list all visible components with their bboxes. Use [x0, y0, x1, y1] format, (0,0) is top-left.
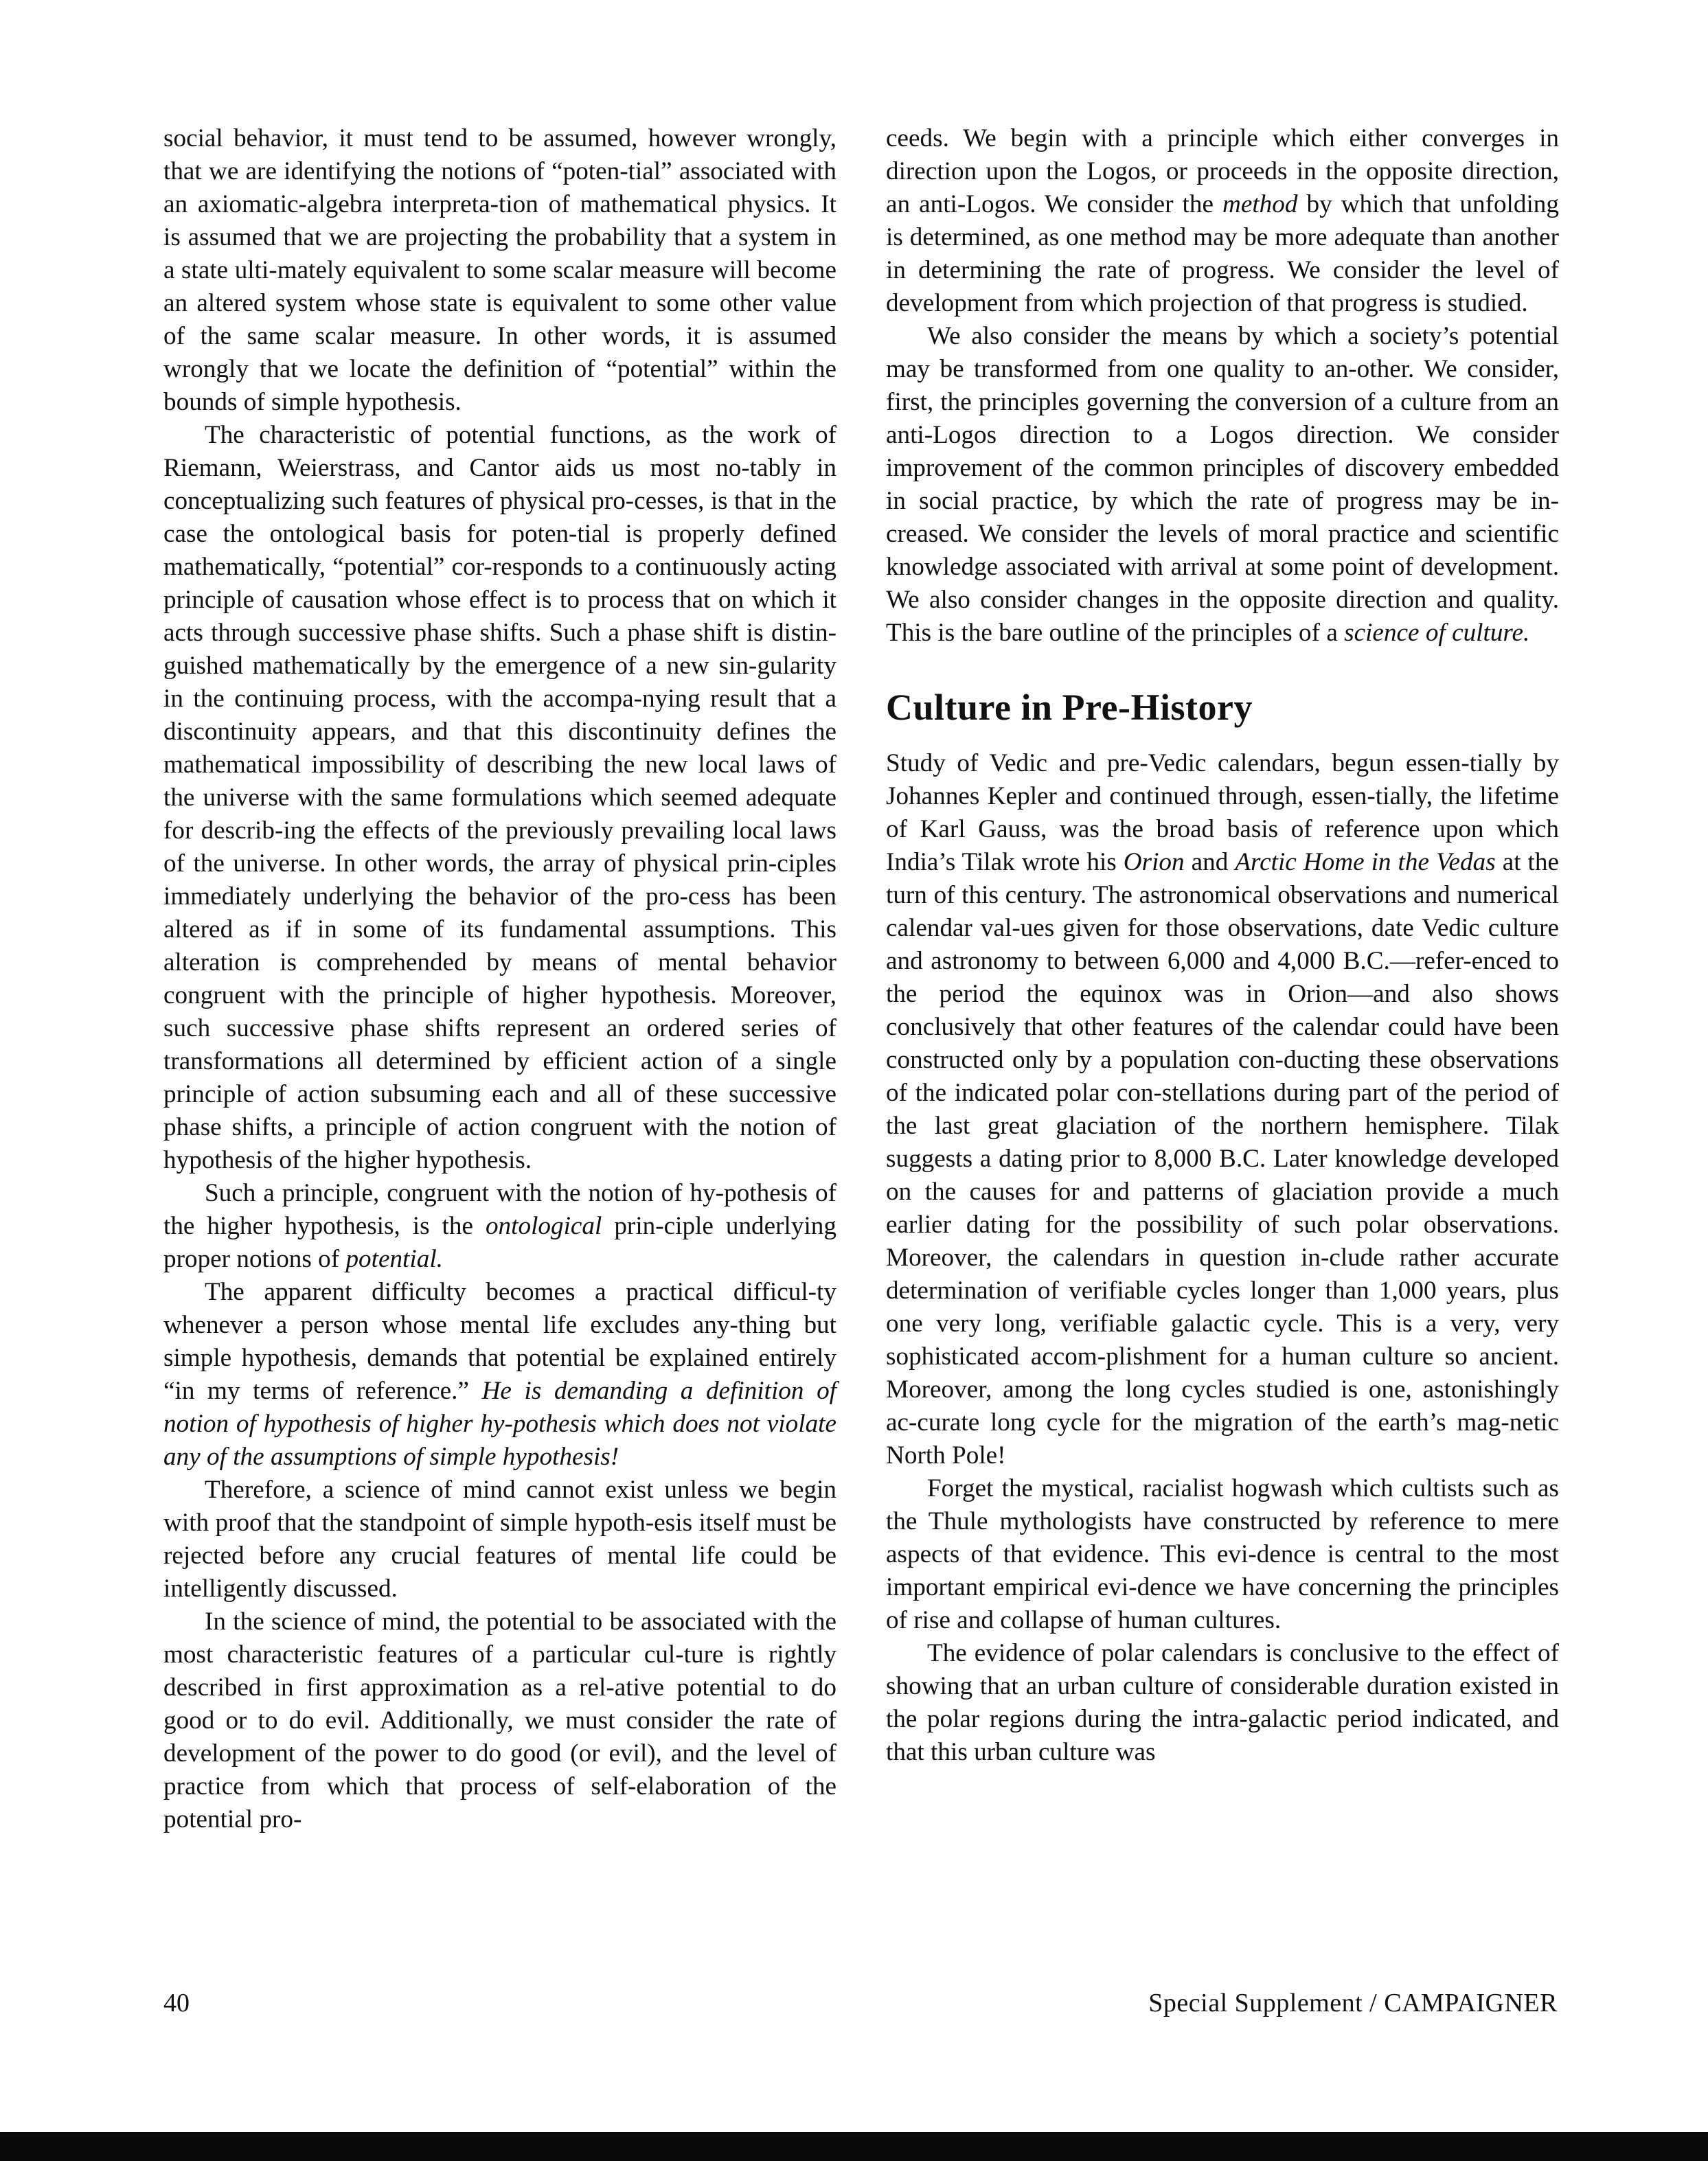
body-paragraph: Forget the mystical, racialist hogwash which cultists such as the Thule mythologists have constructed by reference to mere aspects of that evidence. This evi-dence is central to the most important empirical evi-dence we have concerning the principles of rise and collapse of human cultures.	[886, 1474, 1559, 1634]
emphasis: potential.	[345, 1245, 443, 1273]
body-paragraph: ceeds. We begin with a principle which either converges in direction upon the Logos, or proceeds in the opposite direction, an anti-Logos. We consider the method by which that unfolding is determined, as one method may be more adequate than another in determining the rate of progress. We consider the level of development from which projection of that progress is studied.	[886, 124, 1559, 317]
body-paragraph: The evidence of polar calendars is conclusive to the effect of showing that an urban culture of considerable duration existed in the polar regions during the intra-galactic period indicated, and that this urban culture was	[886, 1639, 1559, 1766]
left-column	[163, 122, 836, 1836]
body-paragraph: Study of Vedic and pre-Vedic calendars, begun essen-tially by Johannes Kepler and continued through, essen-tially, the lifetime of Karl Gauss, was the broad basis of reference upon which India’s Tilak wrote his Orion and Arctic Home in the Vedas at the turn of this century. The astronomical observations and numerical calendar val-ues given for those observations, date Vedic culture and astronomy to between 6,000 and 4,000 B.C.—refer-enced to the period the equinox was in Orion—and also shows conclusively that other features of the calendar could have been constructed only by a population con-ducting these observations of the indicated polar con-stellations during part of the period of the last great glaciation of the northern hemisphere. Tilak suggests a dating prior to 8,000 B.C. Later knowledge developed on the causes for and patterns of glaciation provide a much earlier dating for the possibility of such polar observations. Moreover, the calendars in question in-clude rather accurate determination of verifiable cycles longer than 1,000 years, plus one very long, verifiable galactic cycle. This is a very, very sophisticated accom-plishment for a human culture so ancient. Moreover, among the long cycles studied is one, astonishingly ac-curate long cycle for the migration of the earth’s mag-netic North Pole!	[886, 749, 1559, 1470]
publication-name: Special Supplement / CAMPAIGNER	[1148, 1989, 1558, 2017]
body-paragraph: Therefore, a science of mind cannot exist unless we begin with proof that the standpoint of simple hypoth-esis itself must be rejected before any crucial features of mental life could be intelligently discussed.	[163, 1476, 836, 1603]
section-heading: Culture in Pre-History	[886, 687, 1253, 728]
emphasis: ontological	[485, 1212, 602, 1240]
body-paragraph: Such a principle, congruent with the notion of hy-pothesis of the higher hypothesis, is the ontological prin-ciple underlying proper notions of potential.	[163, 1179, 836, 1273]
emphasis: science of culture.	[1344, 619, 1530, 647]
emphasis: Orion	[1123, 848, 1185, 876]
page-number: 40	[163, 1989, 190, 2017]
right-column	[886, 122, 1559, 1769]
body-paragraph: The characteristic of potential functions, as the work of Riemann, Weierstrass, and Cantor aids us most no-tably in conceptualizing such features of physical pro-cesses, is that in the case the ontological basis for poten-tial is properly defined mathematically, “potential” cor-responds to a continuously acting principle of causation whose effect is to process that on which it acts through successive phase shifts. Such a phase shift is distin-guished mathematically by the emergence of a new sin-gularity in the continuing process, with the accompa-nying result that a discontinuity appears, and that this discontinuity defines the mathematical impossibility of describing the new local laws of the universe with the same formulations which seemed adequate for describ-ing the effects of the previously prevailing local laws of the universe. In other words, the array of physical prin-ciples immediately underlying the behavior of the pro-cess has been altered as if in some of its fundamental assumptions. This alteration is comprehended by means of mental behavior congruent with the principle of higher hypothesis. Moreover, such successive phase shifts represent an ordered series of transformations all determined by efficient action of a single principle of action subsuming each and all of these successive phase shifts, a principle of action congruent with the notion of hypothesis of the higher hypothesis.	[163, 421, 836, 1174]
scan-edge-band	[0, 2132, 1708, 2161]
emphasis: He is demanding a definition of notion of hypothesis of higher hy-pothesis which does not violate any of the assumptions of simple hypothesis!	[163, 1377, 837, 1471]
emphasis: method	[1222, 190, 1298, 218]
body-paragraph: The apparent difficulty becomes a practical difficul-ty whenever a person whose mental life excludes any-thing but simple hypothesis, demands that potential be explained entirely “in my terms of reference.” He is demanding a definition of notion of hypothesis of higher hy-pothesis which does not violate any of the assumptions of simple hypothesis!	[163, 1278, 837, 1471]
emphasis: Arctic Home in the Vedas	[1235, 848, 1496, 876]
body-paragraph: social behavior, it must tend to be assumed, however wrongly, that we are identifying the notions of “poten-tial” associated with an axiomatic-algebra interpreta-tion of mathematical physics. It is assumed that we are projecting the probability that a system in a state ulti-mately equivalent to some scalar measure will become an altered system whose state is equivalent to some other value of the same scalar measure. In other words, it is assumed wrongly that we locate the definition of “potential” within the bounds of simple hypothesis.	[163, 124, 836, 416]
body-paragraph: We also consider the means by which a society’s potential may be transformed from one quality to an-other. We consider, first, the principles governing the conversion of a culture from an anti-Logos direction to a Logos direction. We consider improvement of the common principles of discovery embedded in social practice, by which the rate of progress may be in-creased. We consider the levels of moral practice and scientific knowledge associated with arrival at some point of development. We also consider changes in the opposite direction and quality. This is the bare outline of the principles of a science of culture.	[886, 322, 1559, 647]
body-paragraph: In the science of mind, the potential to be associated with the most characteristic features of a particular cul-ture is rightly described in first approximation as a rel-ative potential to do good or to do evil. Additionally, we must consider the rate of development of the power to do good (or evil), and the level of practice from which that process of self-elaboration of the potential pro-	[163, 1608, 836, 1833]
